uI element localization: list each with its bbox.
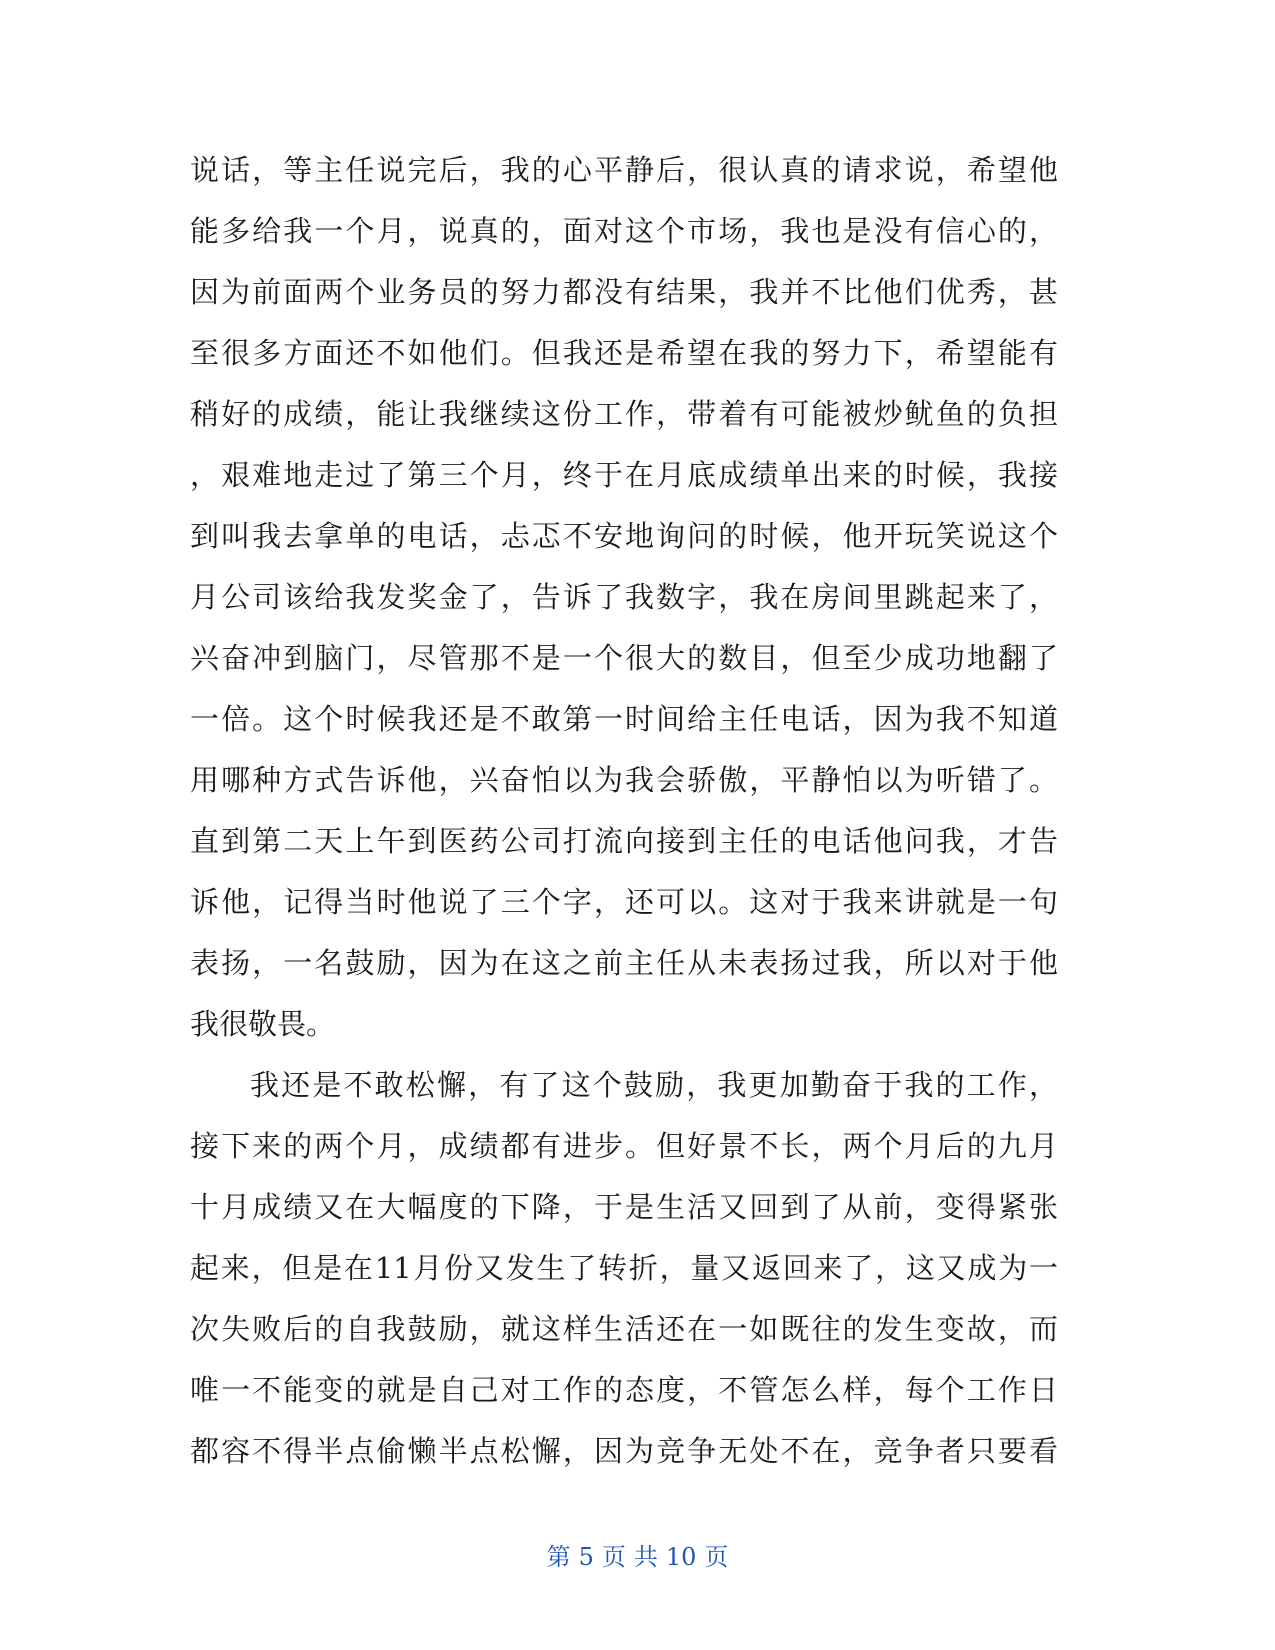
footer-mid1: 页	[601, 1543, 626, 1571]
text-line: ，艰难地走过了第三个月，终于在月底成绩单出来的时候，我接	[190, 458, 1058, 492]
text-line: 月公司该给我发奖金了，告诉了我数字，我在房间里跳起来了，	[190, 580, 1058, 614]
text-line: 能多给我一个月，说真的，面对这个市场，我也是没有信心的，	[190, 214, 1058, 248]
body-text	[190, 140, 1058, 1482]
text-line: 到叫我去拿单的电话，忐忑不安地询问的时候，他开玩笑说这个	[190, 519, 1058, 553]
text-line: 兴奋冲到脑门，尽管那不是一个很大的数目，但至少成功地翻了	[190, 641, 1058, 675]
footer-mid2: 共	[633, 1543, 658, 1571]
text-line: 接下来的两个月，成绩都有进步。但好景不长，两个月后的九月	[190, 1129, 1058, 1163]
text-line: 我很敬畏。	[190, 1007, 336, 1041]
text-line: 我还是不敢松懈，有了这个鼓励，我更加勤奋于我的工作，	[250, 1068, 1058, 1102]
footer-suffix: 页	[704, 1543, 729, 1571]
text-line: 表扬，一名鼓励，因为在这之前主任从未表扬过我，所以对于他	[190, 946, 1058, 980]
page-footer	[0, 1537, 1275, 1572]
footer-prefix: 第	[546, 1543, 571, 1571]
text-line: 一倍。这个时候我还是不敢第一时间给主任电话，因为我不知道	[190, 702, 1058, 736]
text-line: 十月成绩又在大幅度的下降，于是生活又回到了从前，变得紧张	[190, 1190, 1058, 1224]
text-line: 因为前面两个业务员的努力都没有结果，我并不比他们优秀，甚	[190, 275, 1058, 309]
text-line: 诉他，记得当时他说了三个字，还可以。这对于我来讲就是一句	[190, 885, 1058, 919]
text-line: 说话，等主任说完后，我的心平静后，很认真的请求说，希望他	[190, 153, 1058, 187]
text-line: 起来，但是在11月份又发生了转折，量又返回来了，这又成为一	[190, 1251, 1058, 1285]
text-line: 至很多方面还不如他们。但我还是希望在我的努力下，希望能有	[190, 336, 1058, 370]
text-line: 用哪种方式告诉他，兴奋怕以为我会骄傲，平静怕以为听错了。	[190, 763, 1058, 797]
text-line: 直到第二天上午到医药公司打流向接到主任的电话他问我，才告	[190, 824, 1058, 858]
current-page-number: 5	[578, 1543, 594, 1571]
total-pages-number: 10	[665, 1543, 697, 1571]
text-line: 次失败后的自我鼓励，就这样生活还在一如既往的发生变故，而	[190, 1312, 1058, 1346]
text-line: 都容不得半点偷懒半点松懈，因为竞争无处不在，竞争者只要看	[190, 1434, 1058, 1468]
text-line: 唯一不能变的就是自己对工作的态度，不管怎么样，每个工作日	[190, 1373, 1058, 1407]
text-line: 稍好的成绩，能让我继续这份工作，带着有可能被炒鱿鱼的负担	[190, 397, 1058, 431]
